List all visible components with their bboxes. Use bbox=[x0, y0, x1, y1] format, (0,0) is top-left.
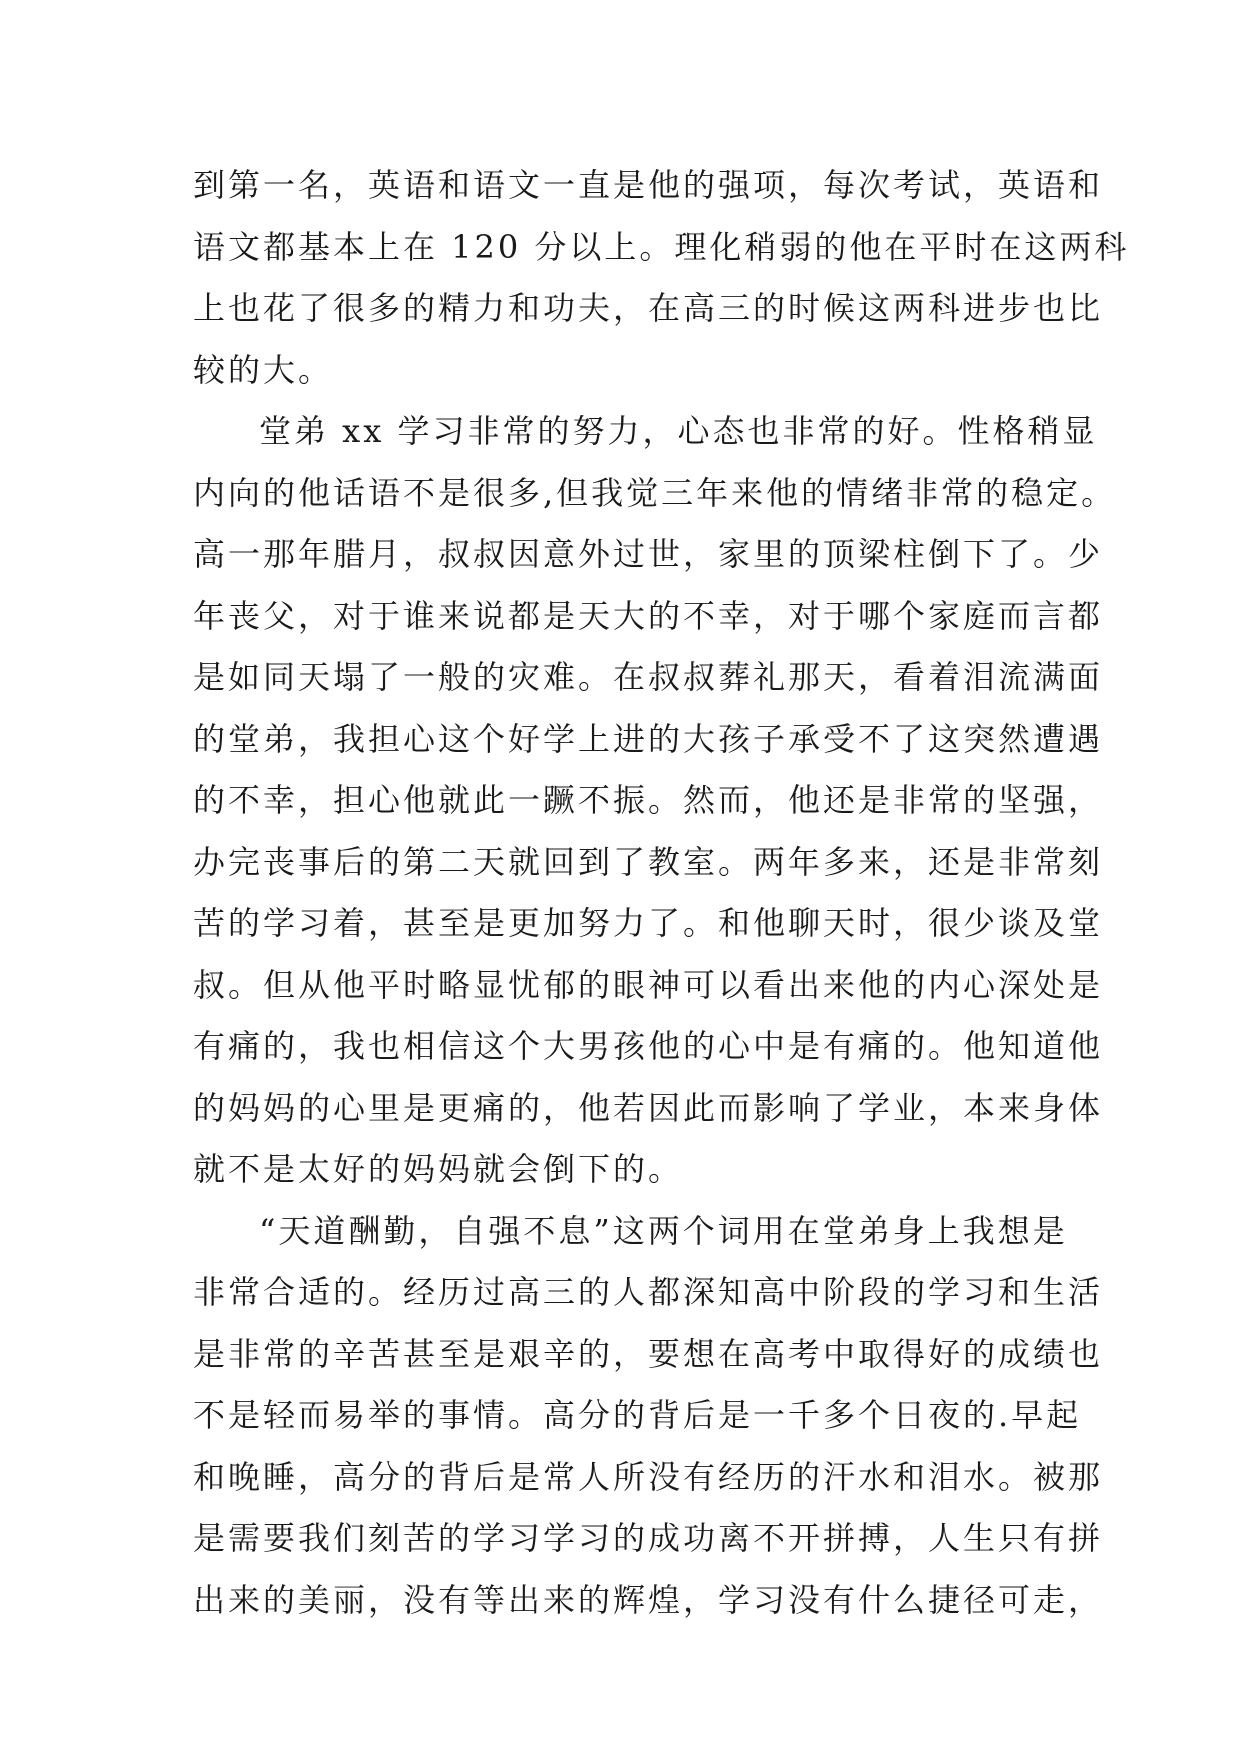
paragraph-3 bbox=[193, 1201, 1104, 1632]
text-line: 非常合适的。经历过高三的人都深知高中阶段的学习和生活 bbox=[193, 1273, 1104, 1311]
text-line: 堂弟 xx 学习非常的努力，心态也非常的好。性格稍显 bbox=[259, 412, 1098, 450]
text-line: 出来的美丽，没有等出来的辉煌，学习没有什么捷径可走， bbox=[193, 1580, 1104, 1619]
text-line: 高一那年腊月，叔叔因意外过世，家里的顶梁柱倒下了。少 bbox=[193, 535, 1104, 573]
text-line: 是需要我们刻苦的学习学习的成功离不开拼搏，人生只有拼 bbox=[193, 1519, 1104, 1557]
text-line: 不是轻而易举的事情。高分的背后是一千多个日夜的.早起 bbox=[193, 1396, 1082, 1434]
text-line: 的堂弟，我担心这个好学上进的大孩子承受不了这突然遭遇 bbox=[193, 719, 1104, 758]
text-line: 是非常的辛苦甚至是艰辛的，要想在高考中取得好的成绩也 bbox=[193, 1334, 1104, 1373]
text-line: 和晚睡，高分的背后是常人所没有经历的汗水和泪水。被那 bbox=[193, 1457, 1104, 1496]
document-body bbox=[193, 155, 1130, 1631]
text-line: 的不幸，担心他就此一蹶不振。然而，他还是非常的坚强， bbox=[193, 781, 1104, 819]
text-line: “天道酬勤，自强不息”这两个词用在堂弟身上我想是 bbox=[259, 1211, 1068, 1250]
text-line: 到第一名，英语和语文一直是他的强项，每次考试，英语和 bbox=[193, 166, 1104, 204]
text-line: 苦的学习着，甚至是更加努力了。和他聊天时，很少谈及堂 bbox=[193, 904, 1104, 942]
text-line: 有痛的，我也相信这个大男孩他的心中是有痛的。他知道他 bbox=[193, 1027, 1104, 1065]
text-line: 内向的他话语不是很多,但我觉三年来他的情绪非常的稳定。 bbox=[193, 473, 1117, 512]
paragraph-1 bbox=[193, 155, 1130, 401]
paragraph-2 bbox=[193, 401, 1117, 1201]
text-line: 就不是太好的妈妈就会倒下的。 bbox=[193, 1150, 684, 1188]
text-line: 较的大。 bbox=[193, 350, 334, 389]
text-line: 年丧父，对于谁来说都是天大的不幸，对于哪个家庭而言都 bbox=[193, 596, 1104, 635]
text-line: 的妈妈的心里是更痛的，他若因此而影响了学业，本来身体 bbox=[193, 1088, 1104, 1127]
text-line: 上也花了很多的精力和功夫，在高三的时候这两科进步也比 bbox=[193, 289, 1104, 327]
text-line: 是如同天塌了一般的灾难。在叔叔葬礼那天，看着泪流满面 bbox=[193, 658, 1104, 696]
text-line: 语文都基本上在 120 分以上。理化稍弱的他在平时在这两科 bbox=[193, 227, 1130, 266]
text-line: 叔。但从他平时略显忧郁的眼神可以看出来他的内心深处是 bbox=[193, 965, 1104, 1004]
text-line: 办完丧事后的第二天就回到了教室。两年多来，还是非常刻 bbox=[193, 842, 1104, 881]
